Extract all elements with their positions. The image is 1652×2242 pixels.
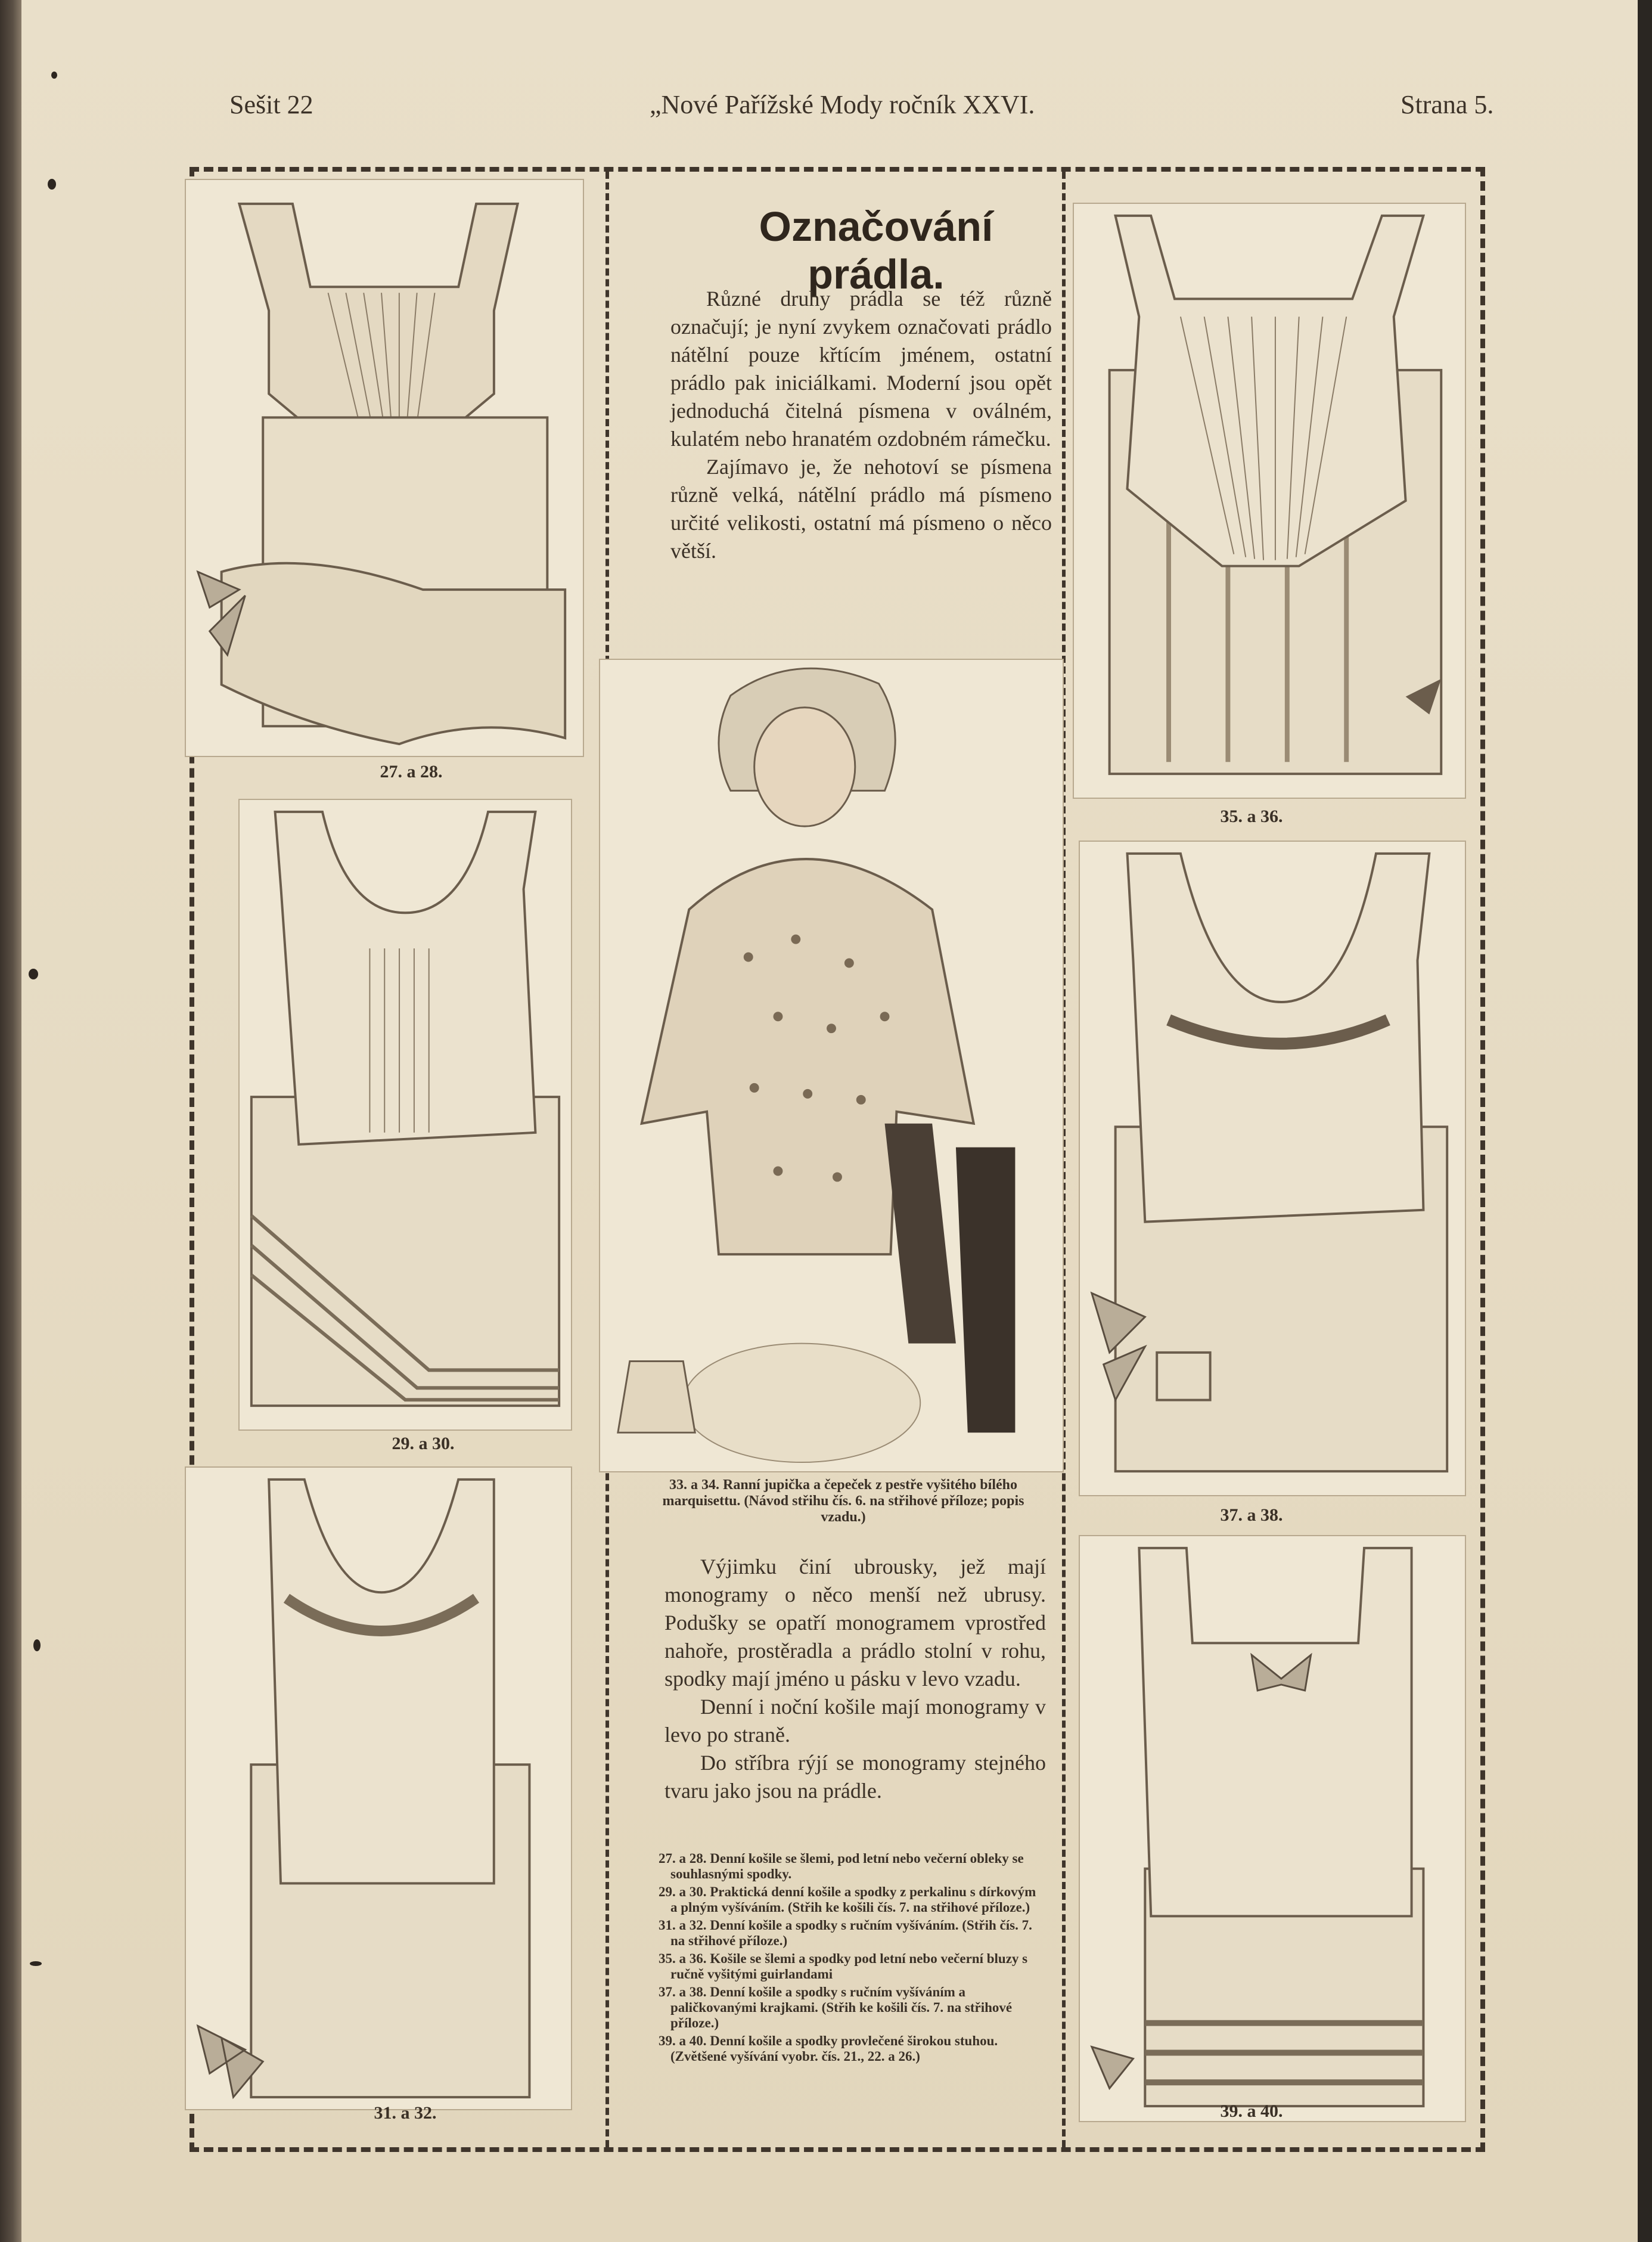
- article-title: Označování prádla.: [759, 203, 993, 297]
- legend-item: 35. a 36. Košile se šlemi a spodky pod letní nebo večerní bluzy s ručně vyšitými guirlandami: [659, 1951, 1028, 1981]
- illustration-chemise-27-28: [185, 179, 584, 757]
- figure-legend: [659, 1851, 1046, 2067]
- lower-paragraph: Denní i noční košile mají monogramy v levo po straně.: [664, 1695, 1046, 1747]
- caption-27-28: 27. a 28.: [380, 762, 443, 782]
- legend-item: 27. a 28. Denní košile se šlemi, pod letní nebo večerní obleky se souhlasnými spodky.: [659, 1851, 1024, 1881]
- caption-37-38: 37. a 38.: [1220, 1505, 1283, 1525]
- illustration-chemise-29-30: [238, 799, 572, 1431]
- caption-35-36: 35. a 36.: [1220, 807, 1283, 826]
- caption-31-32: 31. a 32.: [374, 2103, 437, 2123]
- print-speck: [51, 72, 57, 79]
- book-binding: [0, 0, 21, 2242]
- illustration-chemise-31-32: [185, 1466, 572, 2110]
- lower-paragraph: Výjimku činí ubrousky, jež mají monogramy o něco menší než ubrusy. Podušky se opatří monogramem vprostřed nahoře, prostěradla a prádlo stolní v rohu, spodky mají jméno u pásku v levo vzadu.: [664, 1555, 1046, 1691]
- illustration-chemise-39-40: [1079, 1535, 1466, 2122]
- print-speck: [29, 969, 38, 979]
- print-speck: [33, 1639, 41, 1651]
- print-speck: [30, 1961, 42, 1966]
- illustration-woman-jacket-cap-33-34: [599, 659, 1064, 1472]
- intro-paragraph: Zajímavo je, že nehotoví se písmena různě velká, nátělní prádlo má písmeno určité velikosti, ostatní má písmeno o něco větší.: [670, 455, 1052, 563]
- legend-item: 37. a 38. Denní košile a spodky s ručním vyšíváním a paličkovanými krajkami. (Střih ke košili čís. 7. na střihové příloze.): [659, 1984, 1013, 2030]
- caption-33-34: 33. a 34. Ranní jupička a čepeček z pestře vyšitého bílého marquisettu. (Návod střihu čís. 6. na střihové příloze; popis vzadu.): [662, 1477, 1024, 1525]
- header-center: „Nové Pařížské Mody ročník XXVI.: [650, 90, 1035, 119]
- caption-29-30: 29. a 30.: [392, 1434, 455, 1453]
- illustration-chemise-37-38: [1079, 841, 1466, 1496]
- legend-item: 29. a 30. Praktická denní košile a spodky z perkalinu s dírkovým a plným vyšíváním. (Střih ke košili čís. 7. na střihové příloze.): [659, 1884, 1036, 1915]
- legend-item: 39. a 40. Denní košile a spodky provlečené širokou stuhou. (Zvětšené vyšívání vyobr. čís. 21., 22. a 26.): [659, 2033, 998, 2064]
- caption-39-40: 39. a 40.: [1220, 2101, 1283, 2121]
- legend-item: 31. a 32. Denní košile a spodky s ručním vyšíváním. (Střih čís. 7. na střihové příloze.): [659, 1918, 1032, 1948]
- lower-paragraph: Do stříbra rýjí se monogramy stejného tvaru jako jsou na prádle.: [664, 1751, 1046, 1803]
- article-lower-text: [664, 1553, 1046, 1805]
- article-intro: [670, 285, 1052, 565]
- header-left: Sešit 22: [229, 90, 313, 119]
- print-speck: [48, 179, 56, 190]
- illustration-chemise-35-36: [1073, 203, 1466, 799]
- header-right: Strana 5.: [1401, 90, 1494, 119]
- intro-paragraph: Různé druhy prádla se též různě označují; je nyní zvykem označovati prádlo nátělní pouze křtícím jménem, ostatní prádlo pak iniciálkami. Moderní jsou opět jednoduchá čitelná písmena v oválném, kulatém nebo hranatém ozdobném rámečku.: [670, 287, 1052, 451]
